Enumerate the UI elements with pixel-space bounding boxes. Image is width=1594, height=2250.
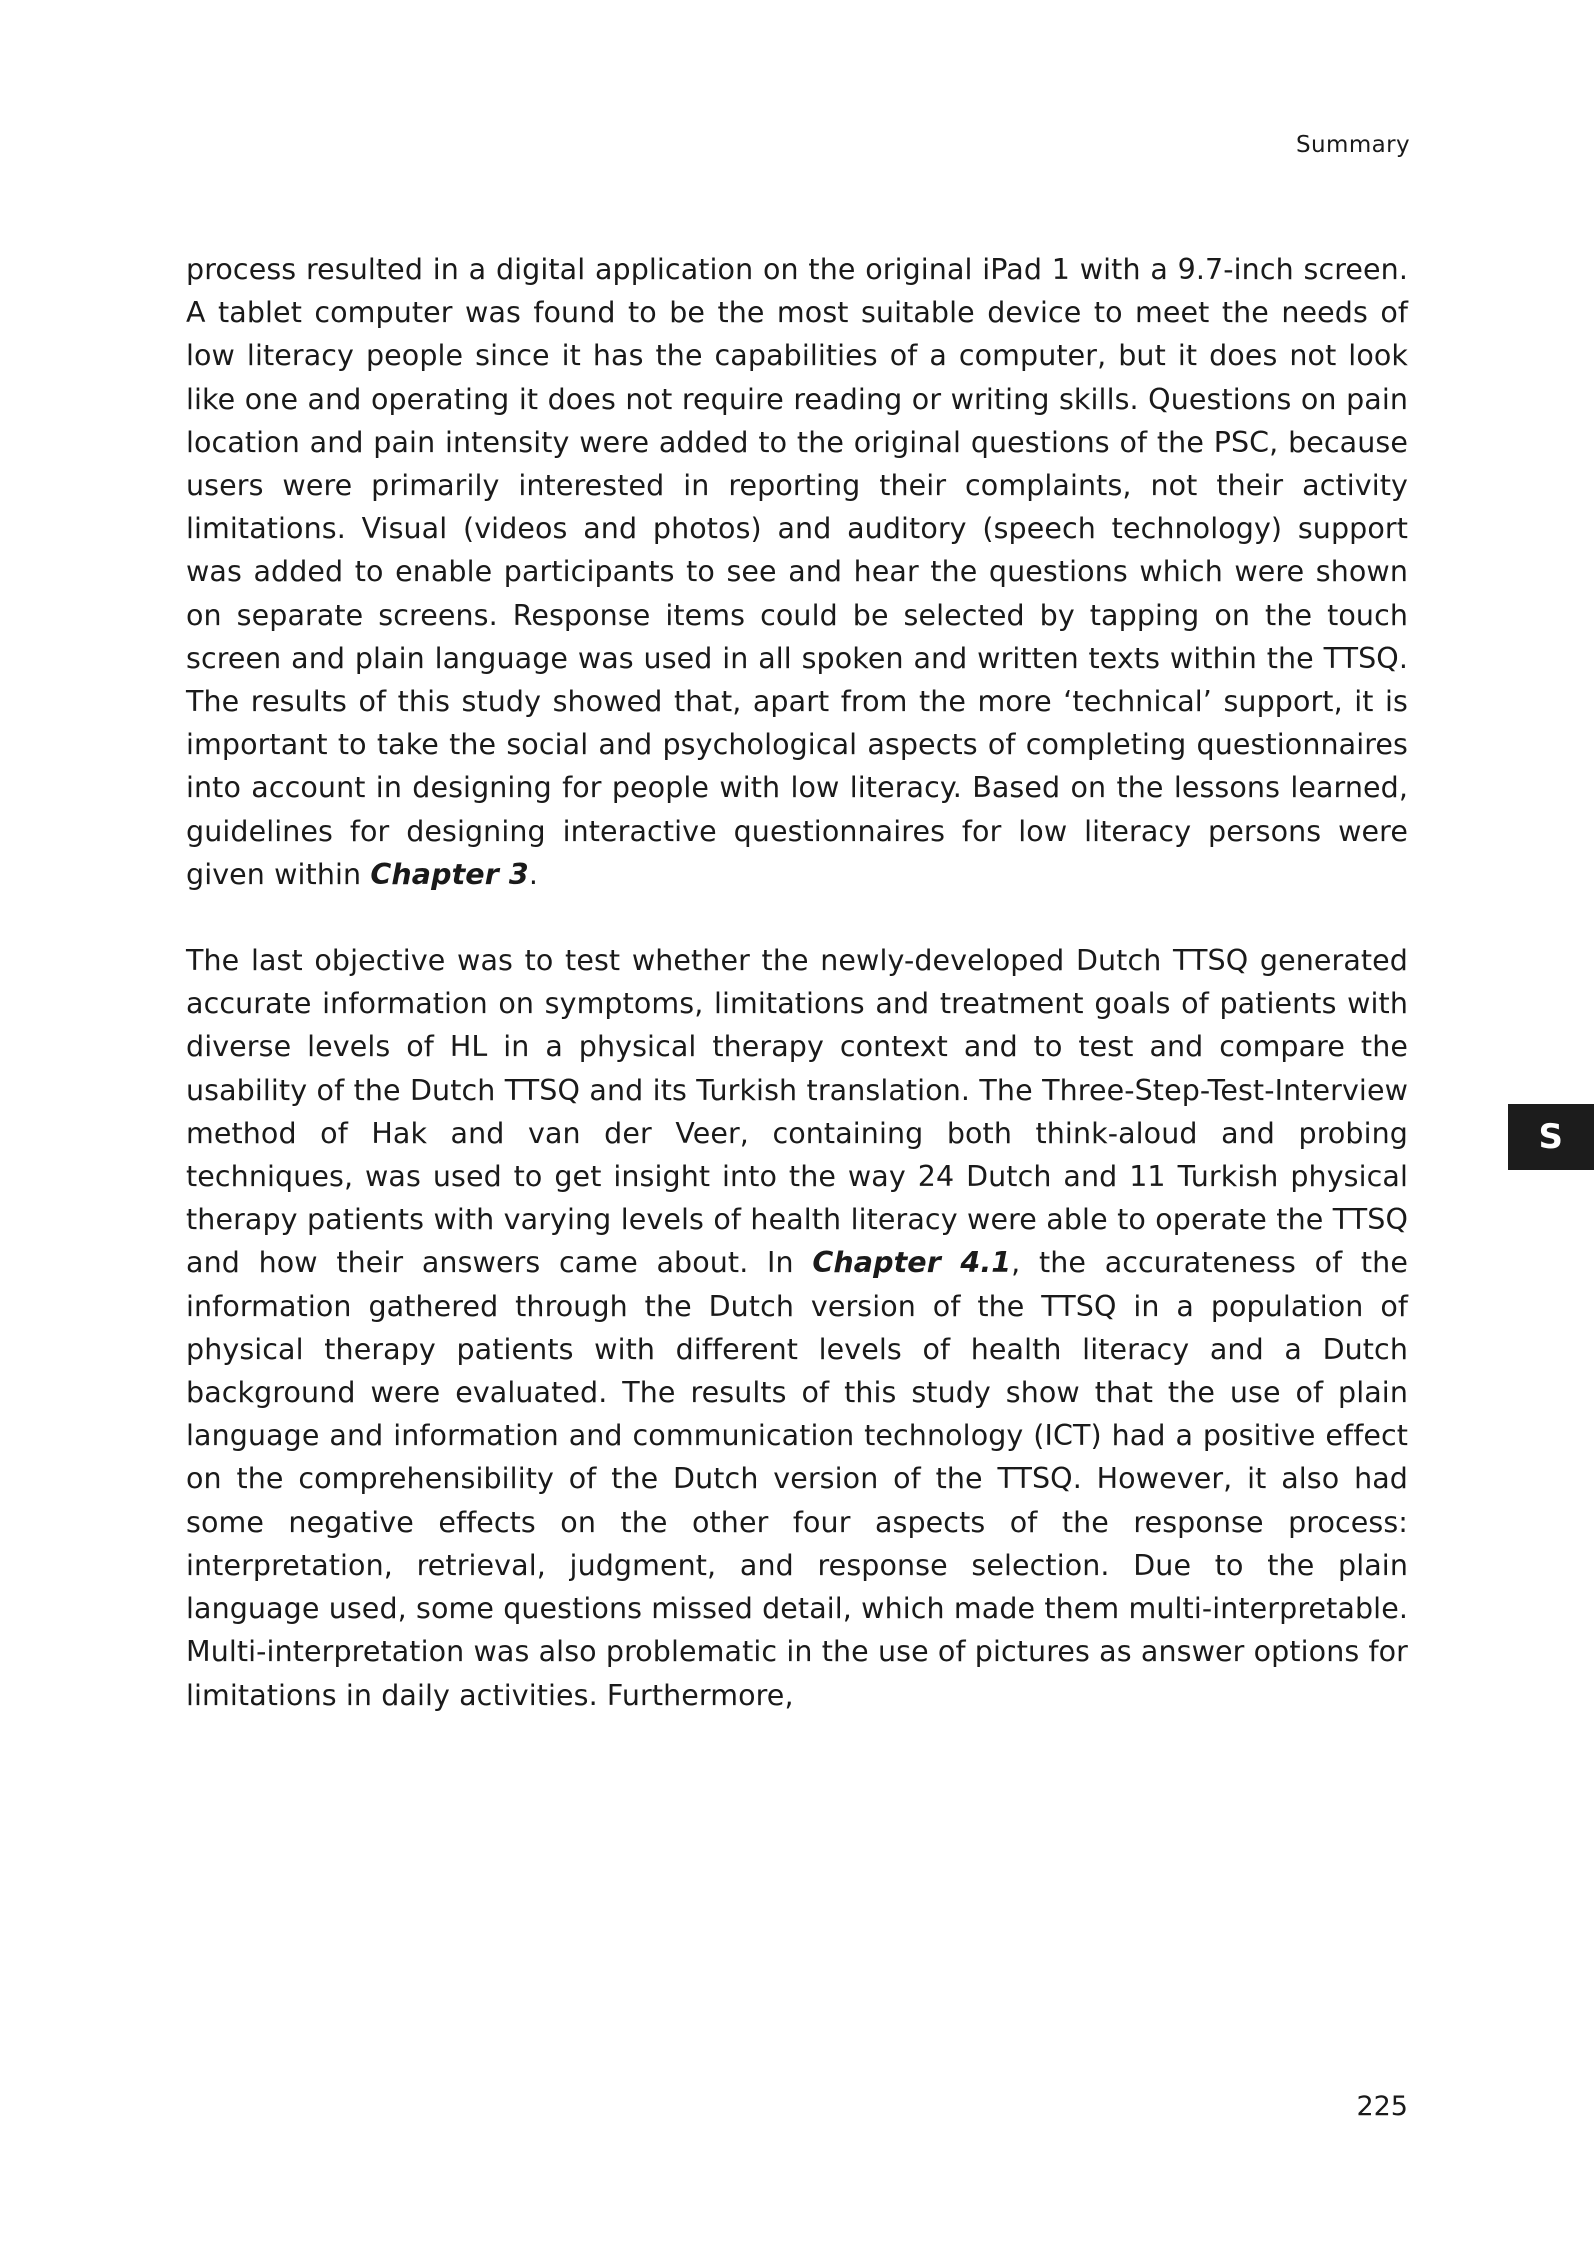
chapter-reference: Chapter 3	[370, 857, 529, 891]
paragraph: The last objective was to test whether the newly-developed Dutch TTSQ generated accurate information on symptoms, limitations and treatment goals of patients with diverse levels of HL in a physical therapy context and to test and compare the usability of the Dutch TTSQ and its Turkish translation. The Three-Step-Test-Interview method of Hak and van der Veer, containing both think-aloud and probing techniques, was used to get insight into the way 24 Dutch and 11 Turkish physical therapy patients with varying levels of health literacy were able to operate the TTSQ and how their answers came about. In Chapter 4.1, the accurateness of the information gathered through the Dutch version of the TTSQ in a population of physical therapy patients with different levels of health literacy and a Dutch background were evaluated. The results of this study show that the use of plain language and information and communication technology (ICT) had a positive effect on the comprehensibility of the Dutch version of the TTSQ. However, it also had some negative effects on the other four aspects of the response process: interpretation, retrieval, judgment, and response selection. Due to the plain language used, some questions missed detail, which made them multi-interpretable. Multi-interpretation was also problematic in the use of pictures as answer options for limitations in daily activities. Furthermore,	[186, 944, 1408, 1712]
page-number: 225	[1356, 2091, 1408, 2122]
paragraph: process resulted in a digital application on the original iPad 1 with a 9.7-inch screen. A tablet computer was found to be the most suitable device to meet the needs of low literacy people since it has the capabilities of a computer, but it does not look like one and operating it does not require reading or writing skills. Questions on pain location and pain intensity were added to the original questions of the PSC, because users were primarily interested in reporting their complaints, not their activity limitations. Visual (videos and photos) and auditory (speech technology) support was added to enable participants to see and hear the questions which were shown on separate screens. Response items could be selected by tapping on the touch screen and plain language was used in all spoken and written texts within the TTSQ. The results of this study showed that, apart from the more ‘technical’ support, it is important to take the social and psychological aspects of completing questionnaires into account in designing for people with low literacy. Based on the lessons learned, guidelines for designing interactive questionnaires for low literacy persons were given within Chapter 3.	[186, 253, 1408, 891]
body-text-column	[186, 248, 1408, 1717]
running-head: Summary	[1296, 132, 1410, 158]
chapter-reference: Chapter 4.1	[812, 1246, 1012, 1280]
section-thumb-tab: S	[1508, 1104, 1594, 1170]
